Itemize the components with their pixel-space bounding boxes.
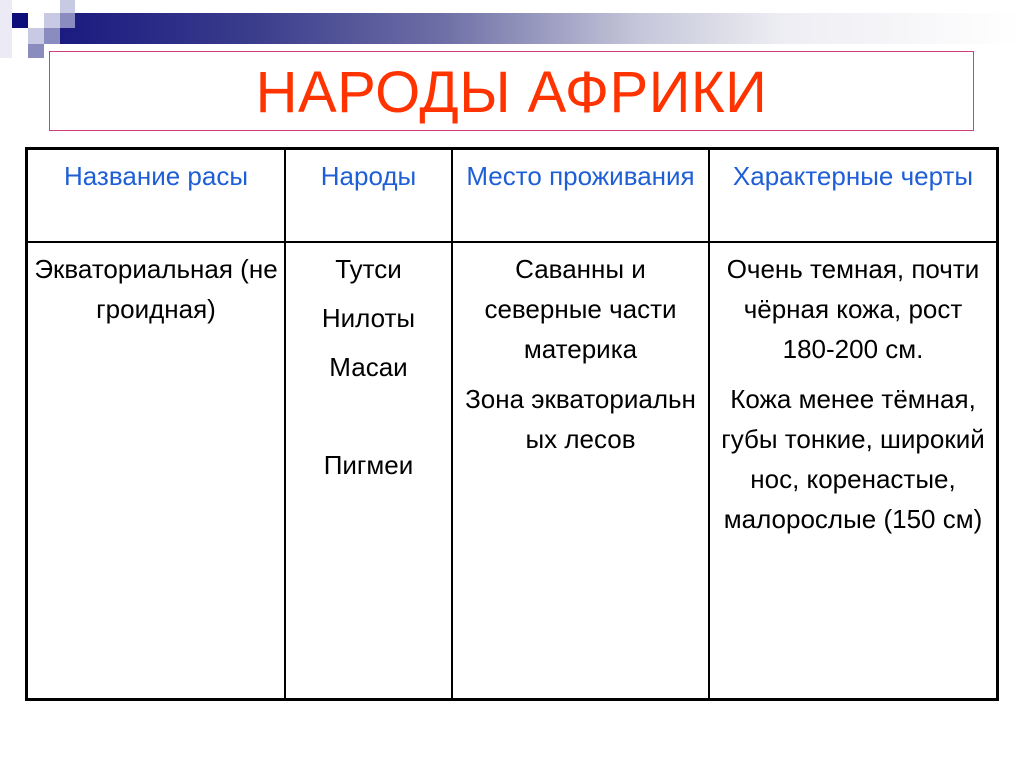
traits-text: Кожа менее тёмная, губы тонкие, широкий нос, коренастые, малорослые (150 см)	[721, 384, 985, 534]
decorative-square	[60, 0, 75, 13]
decorative-square	[60, 13, 75, 28]
decorative-square	[44, 13, 60, 28]
people-item: Нилоты	[321, 303, 416, 333]
header-habitat: Место проживания	[452, 150, 709, 242]
header-peoples: Народы	[285, 150, 452, 242]
people-item: Тутси	[335, 254, 402, 284]
decorative-square	[0, 0, 12, 58]
habitat-text: Саванны и северные части материка	[484, 254, 677, 364]
spacer	[459, 369, 702, 379]
decorative-square	[28, 28, 44, 44]
spacer	[716, 369, 990, 379]
race-name: Экваториальная (негроидная)	[34, 254, 278, 324]
cell-traits	[709, 242, 996, 698]
cell-race	[28, 242, 285, 698]
header-gradient-bar	[60, 13, 1020, 44]
people-item: Масаи	[329, 352, 408, 382]
people-item: Пигмеи	[323, 450, 414, 480]
cell-habitat	[452, 242, 709, 698]
decorative-square	[28, 13, 44, 28]
peoples-table	[25, 147, 999, 701]
slide-title: НАРОДЫ АФРИКИ	[255, 60, 768, 125]
spacer	[292, 396, 445, 445]
table-header-row	[28, 150, 996, 242]
decorative-square	[44, 28, 60, 44]
habitat-text: Зона экваториальных лесов	[465, 384, 696, 454]
header-race-name: Название расы	[28, 150, 285, 242]
title-box	[49, 51, 974, 131]
table-row	[28, 242, 996, 698]
cell-peoples	[285, 242, 452, 698]
decorative-square	[28, 44, 44, 58]
traits-text: Очень темная, почти чёрная кожа, рост 180-200 см.	[726, 254, 980, 364]
decorative-square	[12, 13, 28, 28]
header-traits: Характерные черты	[709, 150, 996, 242]
